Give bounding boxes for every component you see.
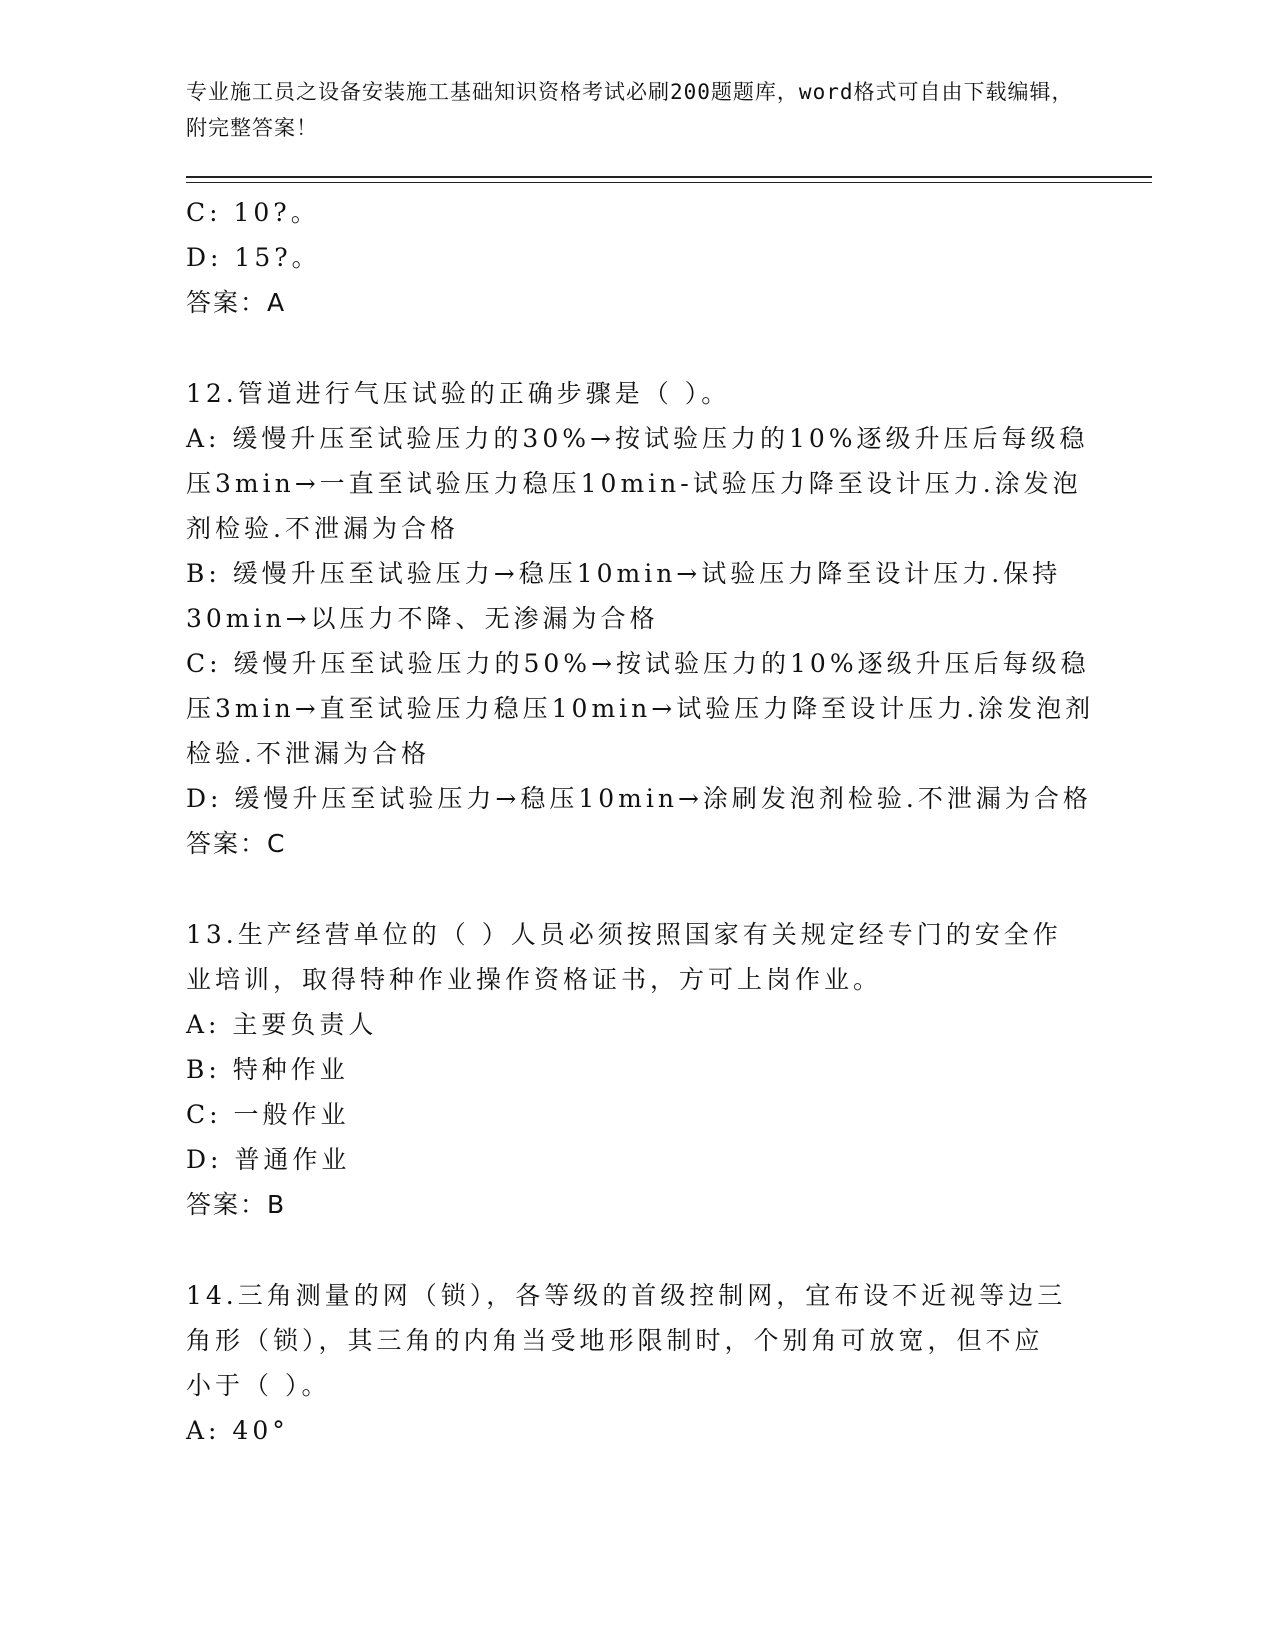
- option-c-line-1: C: 缓慢升压至试验压力的50%→按试验压力的10%逐级升压后每级稳: [186, 649, 1090, 678]
- header-rule-thin: [186, 182, 1152, 183]
- question-stem-line-3: 小于（ ）。: [186, 1371, 331, 1400]
- spacer: [186, 1227, 1086, 1273]
- option-c-line-3: 检验.不泄漏为合格: [186, 739, 430, 768]
- question-13: [186, 912, 1086, 1227]
- option-c-line-2: 压3min→直至试验压力稳压10min→试验压力降至设计压力.涂发泡剂: [186, 694, 1095, 723]
- option-a-line-1: A: 缓慢升压至试验压力的30%→按试验压力的10%逐级升压后每级稳: [186, 424, 1089, 453]
- option-b: B: 特种作业: [186, 1055, 349, 1084]
- option-c: C: 10?。: [186, 198, 320, 227]
- header-rule-thick: [186, 176, 1152, 178]
- question-content: [186, 190, 1095, 1453]
- option-c: C: 一般作业: [186, 1100, 350, 1129]
- option-b-line-2: 30min→以压力不降、无渗漏为合格: [186, 604, 659, 633]
- answer-label: 答案：A: [186, 288, 287, 317]
- option-a: A: 40°: [186, 1416, 289, 1445]
- option-a: A: 主要负责人: [186, 1010, 378, 1039]
- question-stem-line-2: 业培训，取得特种作业操作资格证书，方可上岗作业。: [186, 965, 883, 994]
- spacer: [186, 325, 1086, 371]
- option-d: D: 缓慢升压至试验压力→稳压10min→涂刷发泡剂检验.不泄漏为合格: [186, 784, 1092, 813]
- spacer: [186, 866, 1086, 912]
- question-14: [186, 1273, 1086, 1453]
- document-header: [186, 74, 1076, 146]
- question-stem-line-1: 13.生产经营单位的（ ）人员必须按照国家有关规定经专门的安全作: [186, 920, 1062, 949]
- option-a-line-2: 压3min→一直至试验压力稳压10min-试验压力降至设计压力.涂发泡: [186, 469, 1082, 498]
- question-12: [186, 371, 1095, 866]
- answer-label: 答案：C: [186, 829, 287, 858]
- question-stem-line-2: 角形（锁），其三角的内角当受地形限制时，个别角可放宽，但不应: [186, 1326, 1044, 1355]
- question-stem: 12.管道进行气压试验的正确步骤是（ ）。: [186, 379, 731, 408]
- option-d: D: 15?。: [186, 243, 321, 272]
- option-a-line-3: 剂检验.不泄漏为合格: [186, 514, 459, 543]
- question-11-tail: [186, 190, 1086, 325]
- answer-label: 答案：B: [186, 1190, 287, 1219]
- question-stem-line-1: 14.三角测量的网（锁），各等级的首级控制网，宜布设不近视等边三: [186, 1281, 1067, 1310]
- option-d: D: 普通作业: [186, 1145, 351, 1174]
- option-b-line-1: B: 缓慢升压至试验压力→稳压10min→试验压力降至设计压力.保持: [186, 559, 1062, 588]
- document-title: 专业施工员之设备安装施工基础知识资格考试必刷200题题库，word格式可自由下载编辑，附完整答案！: [186, 80, 1074, 140]
